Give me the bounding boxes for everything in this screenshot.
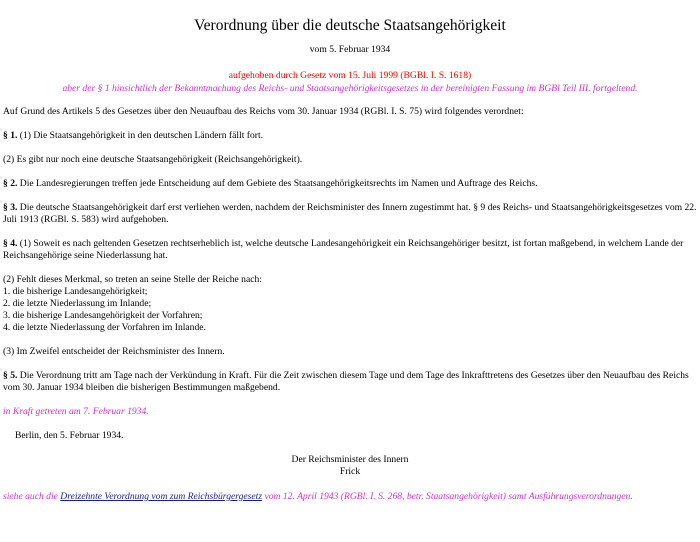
section-1-para-2: (2) Es gibt nur noch eine deutsche Staatsangehörigkeit (Reichsangehörigkeit). bbox=[3, 154, 303, 166]
footer-suffix: vom 12. April 1943 (RGBl. I. S. 268, betr. Staatsangehörigkeit) samt Ausführungsverordnungen. bbox=[262, 491, 633, 503]
repealed-notice: aufgehoben durch Gesetz vom 15. Juli 1999 (BGBl. I. S. 1618) bbox=[228, 70, 472, 82]
section-3-number: § 3. bbox=[3, 202, 18, 214]
reichsbuergergesetz-link[interactable]: Dreizehnte Verordnung vom zum Reichsbürgergesetz bbox=[60, 491, 263, 503]
list-item: 2. die letzte Niederlassung im Inlande; bbox=[3, 298, 152, 310]
section-3 bbox=[3, 202, 697, 226]
page-title: Verordnung über die deutsche Staatsangehörigkeit bbox=[194, 17, 506, 34]
section-5 bbox=[3, 370, 697, 394]
section-4 bbox=[3, 238, 697, 262]
signatory-name: Frick bbox=[339, 466, 361, 478]
place-date: Berlin, den 5. Februar 1934. bbox=[15, 430, 124, 442]
list-item: 3. die bisherige Landesangehörigkeit der Vorfahren; bbox=[3, 310, 203, 322]
section-1-number: § 1. bbox=[3, 130, 18, 142]
section-4-para-3: (3) Im Zweifel entscheidet der Reichsminister des Innern. bbox=[3, 346, 225, 358]
section-2-number: § 2. bbox=[3, 178, 18, 190]
section-5-text: Die Verordnung tritt am Tage nach der Verkündung in Kraft. Für die Zeit zwischen diesem Tage und dem Tage des Inkrafttretens des Gesetzes über den Neuaufbau des Reichs vom 30. Januar 1934 bleiben die bisherigen Bestimmungen maßgebend. bbox=[3, 370, 689, 394]
section-4-text: (1) Soweit es nach geltenden Gesetzen rechtserheblich ist, welche deutsche Landesangehörigkeit ein Reichsangehöriger besitzt, ist fortan maßgebend, in welchem Lande der Reichsangehörige seine Niederlassung hat. bbox=[3, 238, 684, 262]
section-2-text: Die Landesregierungen treffen jede Entscheidung auf dem Gebiete des Staatsangehörigkeitsrechts im Namen und Auftrage des Reichs. bbox=[17, 178, 538, 190]
section-5-number: § 5. bbox=[3, 370, 18, 382]
signatory-title: Der Reichsminister des Innern bbox=[291, 454, 409, 466]
intro-paragraph: Auf Grund des Artikels 5 des Gesetzes über den Neuaufbau des Reichs vom 30. Januar 1934 (RGBl. I. S. 75) wird folgendes verordnet: bbox=[3, 106, 524, 118]
footer-note bbox=[3, 491, 697, 503]
signature-block bbox=[3, 454, 697, 478]
repealed-note: aber der § 1 hinsichtlich der Bekanntmachung des Reichs- und Staatsangehörigkeitsgesetzes in der bereinigten Fassung im BGBl Teil III. fortgeltend. bbox=[62, 83, 638, 95]
section-1 bbox=[3, 130, 697, 142]
section-3-text: Die deutsche Staatsangehörigkeit darf erst verliehen werden, nachdem der Reichsminister des Innern zugestimmt hat. § 9 des Reichs- und Staatsangehörigkeitsgesetzes vom 22. Juli 1913 (RGBl. S. 583) wird aufgehoben. bbox=[3, 202, 697, 226]
list-item: 1. die bisherige Landesangehörigkeit; bbox=[3, 286, 148, 298]
footer-prefix: siehe auch die bbox=[3, 491, 61, 503]
document-page bbox=[0, 16, 700, 503]
section-4-para-2-intro: (2) Fehlt dieses Merkmal, so treten an seine Stelle der Reiche nach: bbox=[3, 274, 262, 286]
document-date: vom 5. Februar 1934 bbox=[309, 44, 391, 56]
section-4-number: § 4. bbox=[3, 238, 18, 250]
section-4-para-2 bbox=[3, 274, 697, 334]
section-2 bbox=[3, 178, 697, 190]
list-item: 4. die letzte Niederlassung der Vorfahren im Inlande. bbox=[3, 322, 206, 334]
section-1-text: (1) Die Staatsangehörigkeit in den deutschen Ländern fällt fort. bbox=[17, 130, 264, 142]
in-force-note: in Kraft getreten am 7. Februar 1934. bbox=[3, 406, 149, 418]
